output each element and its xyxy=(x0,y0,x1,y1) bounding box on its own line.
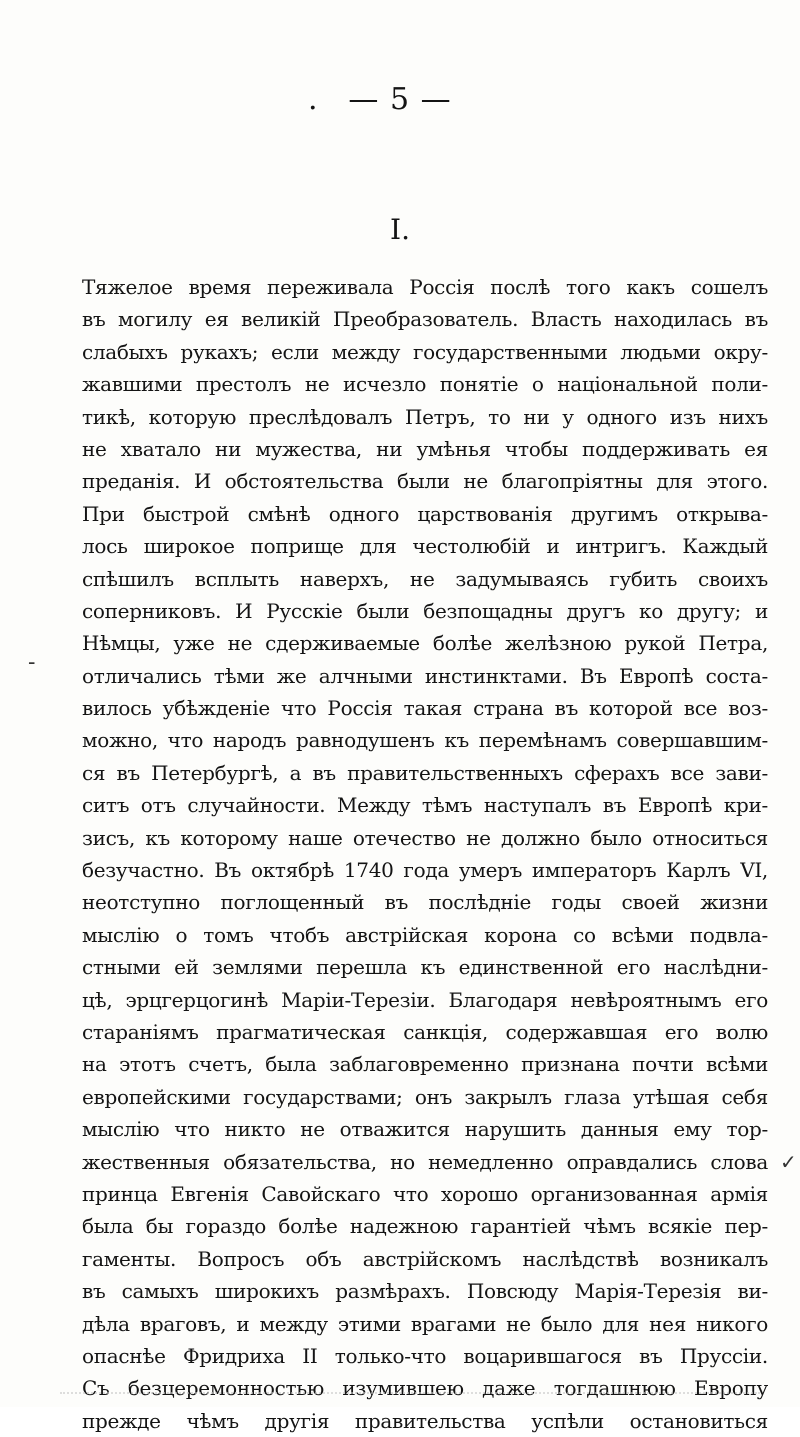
text-line: слабыхъ рукахъ; если между государственными людьми окру- xyxy=(82,339,768,364)
text-line: въ самыхъ широкихъ размѣрахъ. Повсюду Марія-Терезія ви- xyxy=(82,1279,768,1304)
text-line: тикѣ, которую преслѣдовалъ Петръ, то ни у одного изъ нихъ xyxy=(82,404,768,429)
bleed-through-dots xyxy=(60,1392,760,1400)
page-number-label: — 5 — xyxy=(348,82,452,117)
text-line: ся въ Петербургѣ, а въ правительственныхъ сферахъ все зави- xyxy=(82,760,768,785)
text-line: стными ей землями перешла къ единственной его наслѣдни- xyxy=(82,955,768,980)
text-line: была бы гораздо болѣе надежною гарантіей чѣмъ всякіе пер- xyxy=(82,1214,768,1239)
text-line: дѣла враговъ, и между этими врагами не было для нея никого xyxy=(82,1311,768,1336)
text-line: не хватало ни мужества, ни умѣнья чтобы поддерживать ея xyxy=(82,436,768,461)
text-line: жественныя обязательства, но немедленно оправдались слова xyxy=(82,1149,768,1174)
text-line: безучастно. Въ октябрѣ 1740 года умеръ императоръ Карлъ VI, xyxy=(82,858,768,883)
text-line: мыслію что никто не отважится нарушить данныя ему тор- xyxy=(82,1117,768,1142)
page-number xyxy=(0,82,800,117)
text-line: на этотъ счетъ, была заблаговременно признана почти всѣми xyxy=(82,1052,768,1077)
text-line: Нѣмцы, уже не сдерживаемые болѣе желѣзною рукой Петра, xyxy=(82,631,768,656)
text-line: лось широкое поприще для честолюбій и интригъ. Каждый xyxy=(82,534,768,559)
margin-check-mark: ✓ xyxy=(780,1150,797,1174)
text-line: жавшими престолъ не исчезло понятіе о національной поли- xyxy=(82,372,768,397)
text-line: спѣшилъ всплыть наверхъ, не задумываясь губить своихъ xyxy=(82,566,768,591)
text-line: прежде чѣмъ другія правительства успѣли остановиться xyxy=(82,1408,768,1433)
text-line: неотступно поглощенный въ послѣдніе годы своей жизни xyxy=(82,890,768,915)
text-line: въ могилу ея великій Преобразователь. Власть находилась въ xyxy=(82,307,768,332)
text-line: гаменты. Вопросъ объ австрійскомъ наслѣдствѣ возникалъ xyxy=(82,1246,768,1271)
text-line: опаснѣе Фридриха II только-что воцарившагося въ Пруссіи. xyxy=(82,1343,768,1368)
text-line: принца Евгенія Савойскаго что хорошо организованная армія xyxy=(82,1181,768,1206)
text-line: стараніямъ прагматическая санкція, содержавшая его волю xyxy=(82,1019,768,1044)
text-line: При быстрой смѣнѣ одного царствованія другимъ открыва- xyxy=(82,501,768,526)
text-line: мыслію о томъ чтобъ австрійская корона со всѣми подвла- xyxy=(82,922,768,947)
text-line: Тяжелое время переживала Россія послѣ того какъ сошелъ xyxy=(82,275,768,299)
text-line: цѣ, эрцгерцогинѣ Маріи-Терезіи. Благодаря невѣроятнымъ его xyxy=(82,987,768,1012)
text-line: преданія. И обстоятельства были не благопріятны для этого. xyxy=(82,469,768,494)
text-line: соперниковъ. И Русскіе были безпощадны другъ ко другу; и xyxy=(82,598,768,623)
stray-dot: . xyxy=(308,82,319,117)
margin-mark-left: - xyxy=(28,650,36,675)
text-line: ситъ отъ случайности. Между тѣмъ наступалъ въ Европѣ кри- xyxy=(82,793,768,818)
text-line: европейскими государствами; онъ закрылъ глаза утѣшая себя xyxy=(82,1084,768,1109)
body-paragraph xyxy=(82,271,768,1437)
text-line: Съ безцеремонностью изумившею даже тогдашнюю Европу xyxy=(82,1376,768,1401)
text-line: отличались тѣми же алчными инстинктами. Въ Европѣ соста- xyxy=(82,663,768,688)
chapter-heading: I. xyxy=(390,213,410,246)
text-line: вилось убѣжденіе что Россія такая страна въ которой все воз- xyxy=(82,696,768,721)
text-line: зисъ, къ которому наше отечество не должно было относиться xyxy=(82,825,768,850)
text-line: можно, что народъ равнодушенъ къ перемѣнамъ совершавшим- xyxy=(82,728,768,753)
